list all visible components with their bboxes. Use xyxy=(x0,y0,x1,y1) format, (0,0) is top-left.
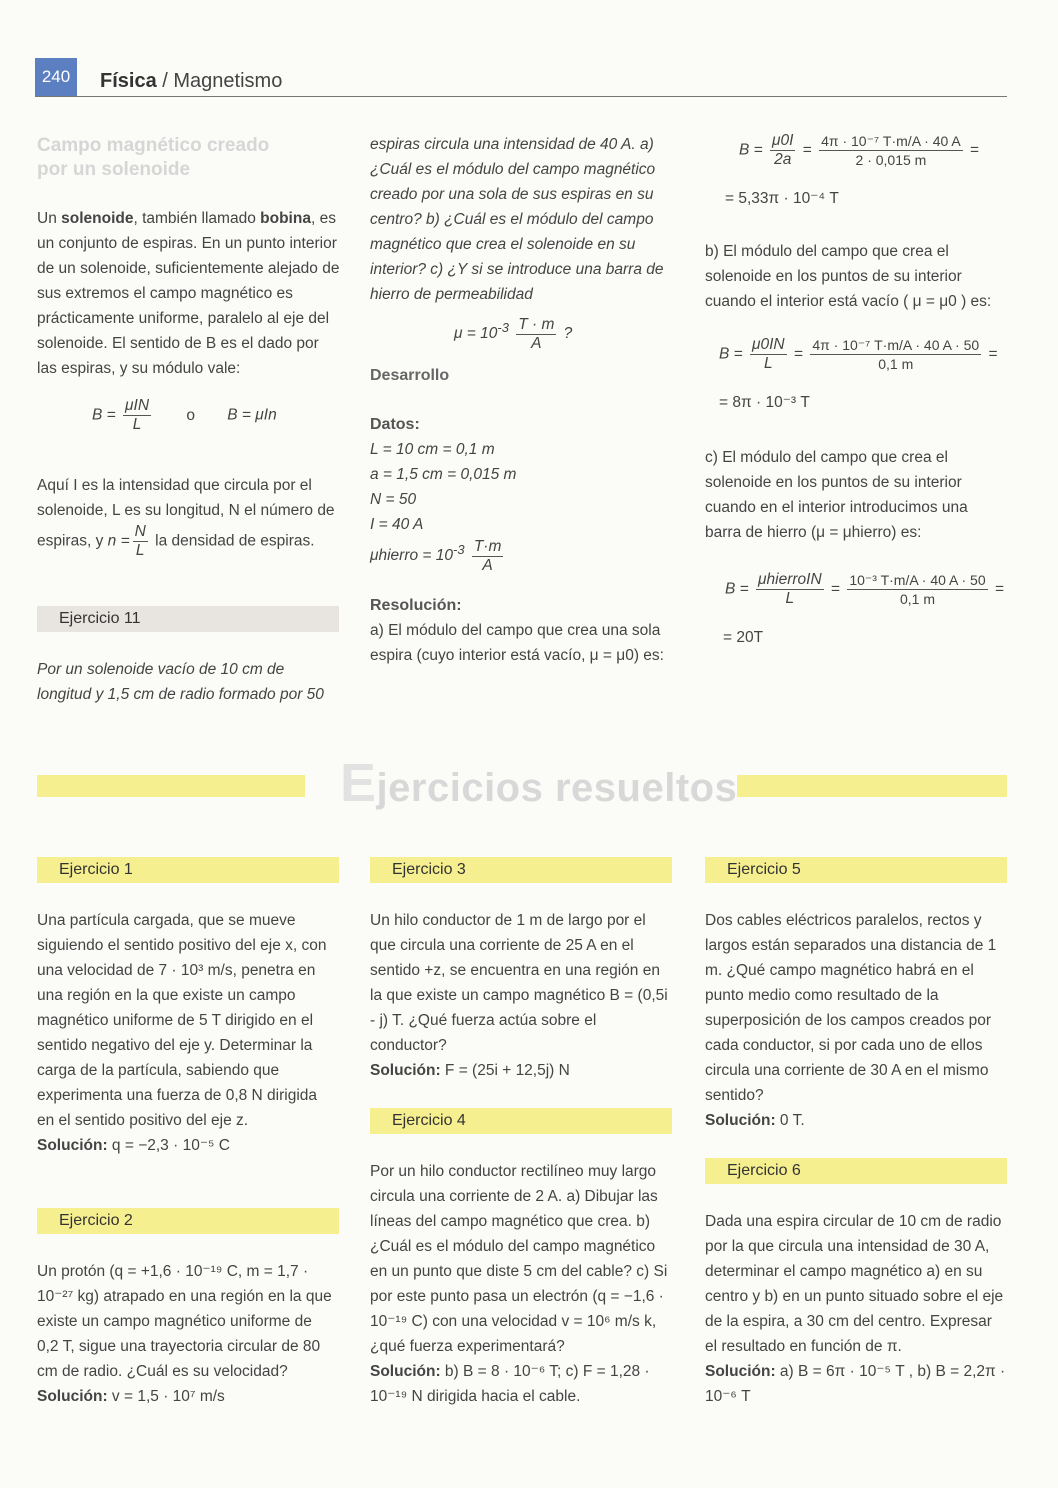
exercise-6-sol-label: Solución: xyxy=(705,1363,776,1380)
eqa-num1: μ0I xyxy=(772,132,794,149)
resolucion-heading: Resolución: xyxy=(370,597,462,614)
equation-a-result: = 5,33π · 10⁻⁴ T xyxy=(725,190,839,207)
p1-c: , también llamado xyxy=(133,210,261,227)
exercise-3-solution: F = (25i + 12,5j) N xyxy=(444,1062,570,1079)
eqc-den1: L xyxy=(785,590,795,607)
exercise-11-column xyxy=(370,132,670,668)
equation-b-result: = 8π · 10⁻³ T xyxy=(719,394,810,411)
mu-den: A xyxy=(531,334,542,352)
formula-num: μIN xyxy=(125,397,150,414)
mu-formula xyxy=(454,315,670,355)
dato-2: a = 1,5 cm = 0,015 m xyxy=(370,466,517,483)
exercise-5-header: Ejercicio 5 xyxy=(705,857,1007,883)
banner-rest: jercicios resueltos xyxy=(376,766,738,810)
p2: Aquí I es la intensidad que circula por el solenoide, L es su longitud, N el número de espiras, y xyxy=(37,477,335,550)
exercise-3-header: Ejercicio 3 xyxy=(370,857,672,883)
dato-5-fraction xyxy=(472,538,504,575)
resolution-c: c) El módulo del campo que crea el solenoide en los puntos de su interior cuando en el interior introducimos una barra de hierro (μ = μhierro) es: xyxy=(705,449,968,541)
subject: Física xyxy=(100,70,157,92)
datos-heading: Datos: xyxy=(370,416,420,433)
dato-3: N = 50 xyxy=(370,491,417,508)
mu-question: ? xyxy=(563,325,573,343)
eqc-equals-2: = xyxy=(994,580,1005,598)
p2-den: L xyxy=(135,542,145,559)
running-header xyxy=(100,70,282,93)
header-rule xyxy=(35,96,1007,97)
exercise-6-solution: a) B = 6π · 10⁻⁵ T , b) B = 2,2π · 10⁻⁶ T xyxy=(705,1363,1006,1405)
section-title xyxy=(37,134,342,182)
formula-lhs: B = xyxy=(92,406,116,424)
eqa-lhs: B = xyxy=(739,141,763,159)
p2-n: n = xyxy=(107,532,130,550)
mu-fraction xyxy=(516,316,556,353)
eqc-lhs: B = xyxy=(725,580,749,598)
exercise-2-solution: v = 1,5 · 10⁷ m/s xyxy=(111,1388,225,1405)
eqa-den2: 2 · 0,015 m xyxy=(855,152,927,168)
p2-num: N xyxy=(134,523,146,540)
exercise-4-header: Ejercicio 4 xyxy=(370,1108,672,1134)
p1-solenoide: solenoide xyxy=(61,210,134,227)
formula-or: o xyxy=(186,406,195,424)
exercise-3-sol-label: Solución: xyxy=(370,1062,441,1079)
eqb-equals: = xyxy=(793,345,804,363)
exercise-6-body xyxy=(705,1209,1007,1409)
exercise-2-body xyxy=(37,1259,337,1409)
exercise-4-sol-label: Solución: xyxy=(370,1363,441,1380)
dato-5-num: T·m xyxy=(473,537,502,555)
p2-fraction xyxy=(133,523,148,560)
page-number: 240 xyxy=(35,58,77,96)
p1-rest: es un conjunto de espiras. En un punto interior de un solenoide, suficientemente alejado de sus extremos el campo magnético es prácticamente uniforme, paralelo al eje del solenoide. El sentido de B es el dado por las espiras, y su módulo vale: xyxy=(37,210,340,377)
formula-fraction xyxy=(123,397,151,434)
banner-title xyxy=(340,752,737,814)
banner-band-right xyxy=(737,775,1007,797)
eqb-den2: 0,1 m xyxy=(878,356,914,372)
exercise-4-body xyxy=(370,1159,670,1409)
section-title-line1: Campo magnético creado xyxy=(37,135,270,156)
solenoid-formula xyxy=(92,397,342,455)
section-title-line2: por un solenoide xyxy=(37,159,191,180)
eqa-num2: 4π · 10⁻⁷ T·m/A · 40 A xyxy=(821,133,961,149)
statement-continuation xyxy=(370,132,670,307)
exercise-6-header: Ejercicio 6 xyxy=(705,1158,1007,1184)
equation-a xyxy=(705,132,1007,186)
eqb-num2: 4π · 10⁻⁷ T·m/A · 40 A · 50 xyxy=(812,337,980,353)
exercise-5-solution: 0 T. xyxy=(779,1112,805,1129)
eqa-frac1 xyxy=(770,132,795,169)
exercise-2-sol-label: Solución: xyxy=(37,1388,108,1405)
p1-a: Un xyxy=(37,210,62,227)
exercise-1-body xyxy=(37,908,337,1158)
eqb-equals-2: = xyxy=(988,345,998,363)
exercise-1-text: Una partícula cargada, que se mueve siguiendo el sentido positivo del eje x, con una velocidad de 7 · 10³ m/s, penetra en una región en la que existe un campo magnético uniforme de 5 T dirigido en el sentido negativo del eje y. Determinar la carga de la partícula, sabiendo que experimenta una fuerza de 0,8 N dirigida en el sentido positivo del eje z. xyxy=(37,912,327,1129)
exercise-5-text: Dos cables eléctricos paralelos, rectos y largos están separados una distancia de 1 m. ¿Qué campo magnético habrá en el punto medio como resultado de la superposición de los campos creados por cada conductor, si por cada uno de ellos circula una corriente de 30 A en el mismo sentido? xyxy=(705,912,997,1104)
eqb-num1: μ0IN xyxy=(752,336,785,353)
eqc-num2: 10⁻³ T·m/A · 40 A · 50 xyxy=(849,572,986,588)
header-separator: / xyxy=(156,70,174,92)
eqc-equals: = xyxy=(830,580,841,598)
p1-e: , xyxy=(310,210,316,227)
eqc-num1: μhierroIN xyxy=(758,571,822,588)
exercise-5-body xyxy=(705,908,1005,1133)
equation-c-result: = 20T xyxy=(723,629,764,646)
dato-5 xyxy=(370,537,670,579)
dato-4: I = 40 A xyxy=(370,516,424,533)
resolution-a: a) El módulo del campo que crea una sola espira (cuyo interior está vacío, μ = μ0) es: xyxy=(370,622,664,664)
exercise-3-text: Un hilo conductor de 1 m de largo por el que circula una corriente de 25 A en el sentido +z, se encuentra en una región en la que existe un campo magnético B = (0,5i - j) T. ¿Qué fuerza actúa sobre el conductor? xyxy=(370,912,668,1054)
mu-num: T · m xyxy=(518,315,555,333)
dato-5-exp: -3 xyxy=(453,542,465,557)
banner-initial: E xyxy=(340,753,377,813)
topic: Magnetismo xyxy=(173,70,283,92)
exercise-11-results xyxy=(705,132,1007,650)
formula-right: B = μIn xyxy=(227,406,277,424)
eqa-den1: 2a xyxy=(774,151,792,168)
equation-b xyxy=(705,336,1007,390)
p2-end: la densidad de espiras. xyxy=(155,532,315,550)
solenoid-paragraph-2 xyxy=(37,473,342,560)
eqa-equals: = xyxy=(802,141,812,159)
resolution-b: b) El módulo del campo que crea el solenoide en los puntos de su interior cuando el interior está vacío ( μ = μ0 ) es: xyxy=(705,243,992,310)
exercise-5-sol-label: Solución: xyxy=(705,1112,776,1129)
eqc-den2: 0,1 m xyxy=(899,591,935,607)
eqc-frac1 xyxy=(756,571,824,608)
dato-1: L = 10 cm = 0,1 m xyxy=(370,441,495,458)
exercise-1-sol-label: Solución: xyxy=(37,1137,108,1154)
eqb-frac2 xyxy=(810,336,981,373)
exercise-2-text: Un protón (q = +1,6 · 10⁻¹⁹ C, m = 1,7 · 10⁻²⁷ kg) atrapado en una región en la que existe un campo magnético uniforme de 0,2 T, sigue una trayectoria circular de 80 cm de radio. ¿Cuál es su velocidad? xyxy=(37,1263,332,1380)
eqb-lhs: B = xyxy=(719,345,743,363)
eqb-den1: L xyxy=(764,355,773,372)
eqb-frac1 xyxy=(750,336,787,373)
exercise-2-header: Ejercicio 2 xyxy=(37,1208,339,1234)
formula-den: L xyxy=(132,416,142,433)
dato-5-den: A xyxy=(482,556,493,574)
exercise-1-header: Ejercicio 1 xyxy=(37,857,339,883)
eqa-frac2 xyxy=(819,132,963,169)
mu-exp: -3 xyxy=(497,320,509,335)
exercise-11-header: Ejercicio 11 xyxy=(37,606,339,632)
exercise-4-text: Por un hilo conductor rectilíneo muy largo circula una corriente de 2 A. a) Dibujar las líneas del campo magnético que crea. b) ¿Cuál es el módulo del campo magnético en un punto que diste 5 cm del cable? c) Si por este punto pasa un electrón (q = −1,6 · 10⁻¹⁹ C) con una velocidad v = 10⁶ m/s k, ¿qué fuerza experimentará? xyxy=(370,1163,668,1355)
exercise-4-solution: b) B = 8 · 10⁻⁶ T; c) F = 1,28 · 10⁻¹⁹ N dirigida hacia el cable. xyxy=(370,1363,650,1405)
banner-band-left xyxy=(37,775,305,797)
exercise-6-text: Dada una espira circular de 10 cm de radio por la que circula una intensidad de 30 A, determinar el campo magnético a) en su centro y b) en un punto situado sobre el eje de la espira, a 30 cm del centro. Expresar el resultado en función de π. xyxy=(705,1213,1004,1355)
desarrollo-heading: Desarrollo xyxy=(370,367,450,384)
eqc-frac2 xyxy=(847,571,987,608)
statement-text: espiras circula una intensidad de 40 A. a) ¿Cuál es el módulo del campo magnético creado por una sola de sus espiras en su centro? b) ¿Cuál es el módulo del campo magnético que crea el solenoide en su interior? c) ¿Y si se introduce una barra de hierro de permeabilidad xyxy=(370,136,664,303)
mu-lhs: μ = 10 xyxy=(454,325,498,343)
exercise-1-solution: q = −2,3 · 10⁻⁵ C xyxy=(111,1137,230,1154)
p1-bobina: bobina xyxy=(260,210,311,227)
exercise-11-statement-part2 xyxy=(370,132,670,307)
exercise-11-statement-part1: Por un solenoide vacío de 10 cm de longitud y 1,5 cm de radio formado por 50 xyxy=(37,661,324,703)
eqa-equals-2: = xyxy=(970,141,980,159)
dato-5-lhs: μhierro = 10 xyxy=(370,547,454,565)
solenoid-paragraph xyxy=(37,206,342,381)
exercise-3-body xyxy=(370,908,670,1083)
equation-c xyxy=(705,571,1007,625)
solenoid-section xyxy=(37,134,342,560)
